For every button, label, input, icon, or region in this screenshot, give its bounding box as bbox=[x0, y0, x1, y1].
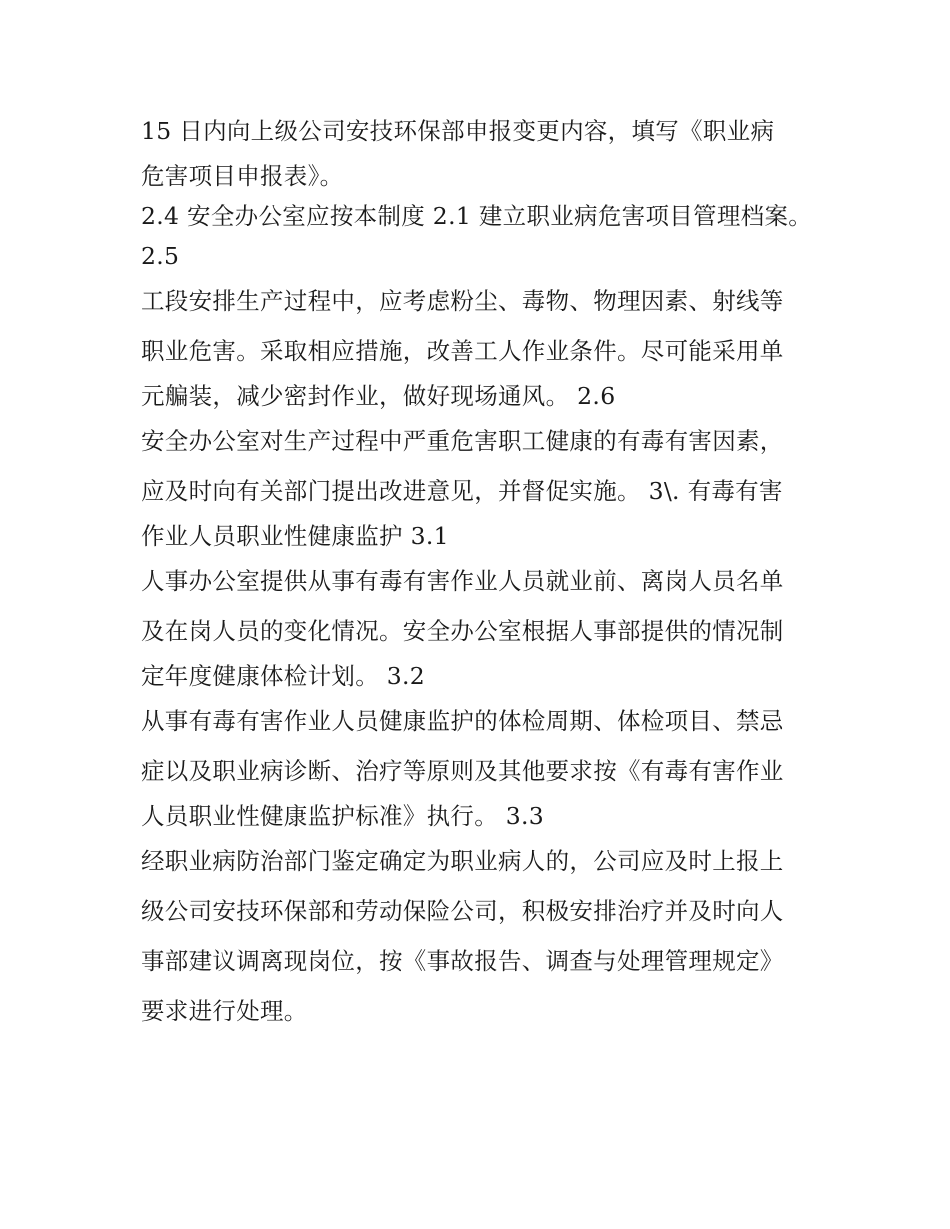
text-line: 职业危害。采取相应措施，改善工人作业条件。尽可能采用单 bbox=[141, 337, 784, 365]
text-line: 作业人员职业性健康监护 3.1 bbox=[141, 522, 449, 550]
text-line: 定年度健康体检计划。 3.2 bbox=[141, 662, 426, 690]
text-line: 及在岗人员的变化情况。安全办公室根据人事部提供的情况制 bbox=[141, 617, 784, 645]
text-line: 15 日内向上级公司安技环保部申报变更内容，填写《职业病 bbox=[141, 117, 775, 145]
text-line: 经职业病防治部门鉴定确定为职业病人的，公司应及时上报上 bbox=[141, 847, 784, 875]
text-line: 元艑装，减少密封作业，做好现场通风。 2.6 bbox=[141, 382, 616, 410]
text-line: 要求进行处理。 bbox=[141, 997, 308, 1025]
text-line: 级公司安技环保部和劳动保险公司，积极安排治疗并及时向人 bbox=[141, 897, 784, 925]
text-line: 危害项目申报表》。 bbox=[141, 162, 344, 190]
text-line: 安全办公室对生产过程中严重危害职工健康的有毒有害因素， bbox=[141, 427, 784, 455]
text-line: 人事办公室提供从事有毒有害作业人员就业前、离岗人员名单 bbox=[141, 567, 784, 595]
text-line: 2.4 安全办公室应按本制度 2.1 建立职业病危害项目管理档案。 bbox=[141, 202, 813, 230]
text-line: 人员职业性健康监护标准》执行。 3.3 bbox=[141, 802, 545, 830]
text-line: 症以及职业病诊断、治疗等原则及其他要求按《有毒有害作业 bbox=[141, 757, 784, 785]
text-line: 从事有毒有害作业人员健康监护的体检周期、体检项目、禁忌 bbox=[141, 707, 784, 735]
text-line: 工段安排生产过程中，应考虑粉尘、毒物、物理因素、射线等 bbox=[141, 287, 784, 315]
text-line: 事部建议调离现岗位，按《事故报告、调查与处理管理规定》 bbox=[141, 947, 784, 975]
text-line: 2.5 bbox=[141, 242, 180, 270]
text-line: 应及时向有关部门提出改进意见，并督促实施。 3\. 有毒有害 bbox=[141, 477, 783, 505]
